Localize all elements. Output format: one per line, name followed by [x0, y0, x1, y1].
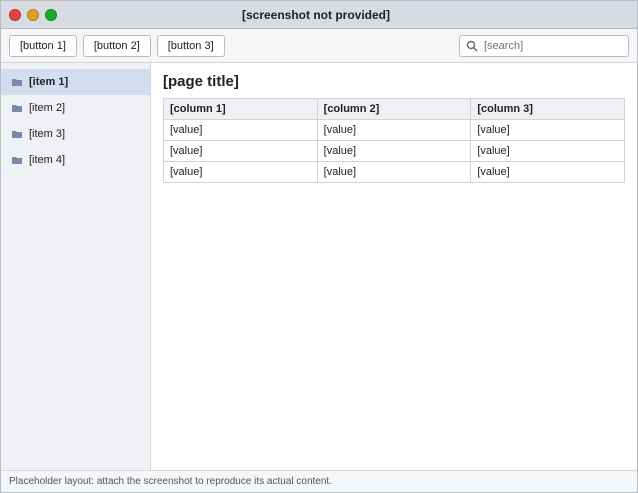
- sidebar-item-label: [item 3]: [29, 128, 66, 140]
- table-header-row: [164, 99, 625, 120]
- toolbar: [1, 29, 637, 63]
- table-cell: [value]: [471, 120, 625, 141]
- sidebar-item-label: [item 4]: [29, 154, 66, 166]
- sidebar-item-4[interactable]: [1, 147, 150, 173]
- table-cell: [value]: [471, 141, 625, 162]
- table-cell: [value]: [317, 120, 471, 141]
- main-panel: [151, 63, 637, 470]
- table-cell: [value]: [164, 120, 318, 141]
- folder-icon: [11, 102, 23, 114]
- sidebar: [1, 63, 151, 470]
- column-header[interactable]: [column 3]: [471, 99, 625, 120]
- window-controls: [9, 9, 57, 21]
- title-bar: [1, 1, 637, 29]
- close-button[interactable]: [9, 9, 21, 21]
- table-row[interactable]: [164, 162, 625, 183]
- status-text: Placeholder layout: attach the screenshot to reproduce its actual content.: [9, 476, 332, 487]
- sidebar-item-label: [item 2]: [29, 102, 66, 114]
- table-row[interactable]: [164, 120, 625, 141]
- folder-icon: [11, 76, 23, 88]
- folder-icon: [11, 128, 23, 140]
- sidebar-item-1[interactable]: [1, 69, 150, 95]
- data-table: [163, 98, 625, 183]
- maximize-button[interactable]: [45, 9, 57, 21]
- toolbar-button-1[interactable]: [button 1]: [9, 35, 77, 57]
- column-header[interactable]: [column 1]: [164, 99, 318, 120]
- table-cell: [value]: [317, 141, 471, 162]
- minimize-button[interactable]: [27, 9, 39, 21]
- search-input[interactable]: [482, 39, 622, 53]
- toolbar-button-3[interactable]: [button 3]: [157, 35, 225, 57]
- content-area: [1, 63, 637, 470]
- search-box[interactable]: [459, 35, 629, 57]
- toolbar-button-2[interactable]: [button 2]: [83, 35, 151, 57]
- status-bar: [1, 470, 637, 492]
- table-row[interactable]: [164, 141, 625, 162]
- window-title: [screenshot not provided]: [241, 7, 390, 22]
- table-cell: [value]: [471, 162, 625, 183]
- search-icon: [466, 40, 478, 52]
- column-header[interactable]: [column 2]: [317, 99, 471, 120]
- sidebar-item-label: [item 1]: [29, 76, 69, 88]
- folder-icon: [11, 154, 23, 166]
- sidebar-item-3[interactable]: [1, 121, 150, 147]
- page-title: [page title]: [163, 73, 239, 90]
- table-cell: [value]: [164, 141, 318, 162]
- sidebar-item-2[interactable]: [1, 95, 150, 121]
- table-cell: [value]: [164, 162, 318, 183]
- table-cell: [value]: [317, 162, 471, 183]
